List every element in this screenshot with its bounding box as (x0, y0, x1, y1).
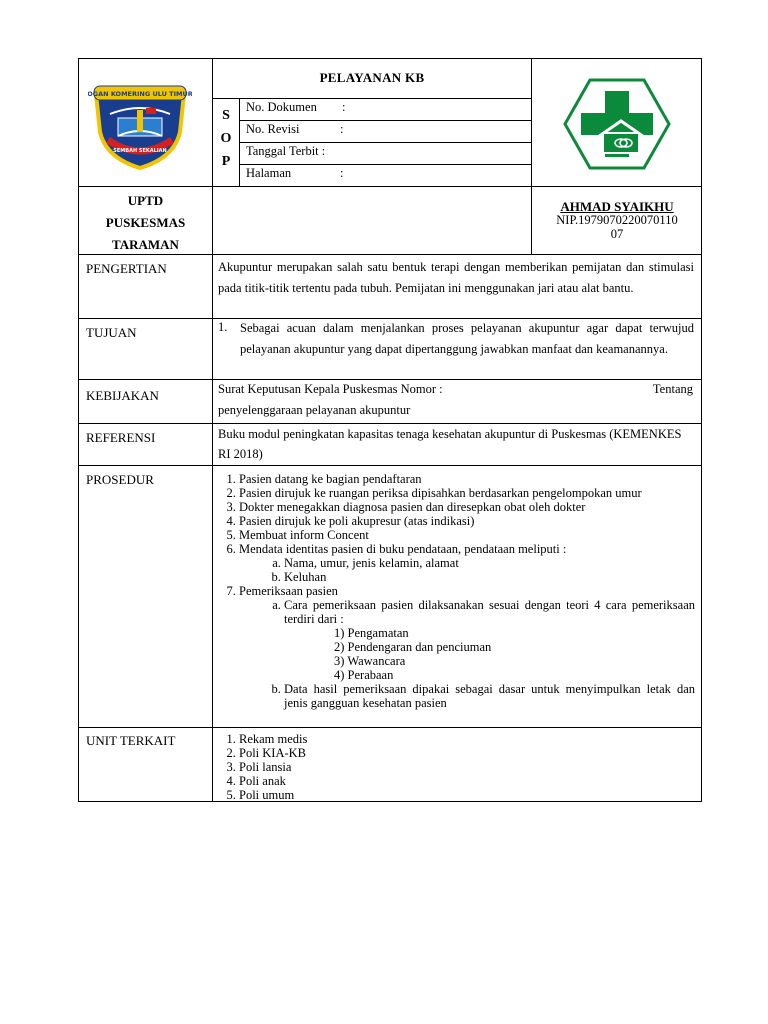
prosedur-substep: b. Data hasil pemeriksaan dipakai sebagai dasar untuk menyimpulkan letak dan jenis gangguan kesehatan pasien (284, 682, 695, 710)
tujuan-text: Sebagai acuan dalam menjalankan proses pelayanan akupuntur agar dapat terwujud pelayanan akupuntur yang dapat dipertanggung jawabkan manfaat dan keamanannya. (240, 321, 694, 356)
unit-terkait-items (217, 732, 695, 802)
logo-left-top-text: OGAN KOMERING ULU TIMUR (88, 90, 192, 98)
document-title: PELAYANAN KB (319, 70, 425, 85)
halaman-sep: : (340, 166, 344, 180)
prosedur-substeps (239, 556, 695, 584)
divider (213, 98, 531, 99)
kebijakan-text-right: Tentang (652, 382, 693, 396)
tujuan-num: 1. (218, 320, 228, 334)
kebijakan-label: KEBIJAKAN (86, 388, 159, 403)
prosedur-step: 4. Pasien dirujuk ke poli akupresur (atas indikasi) (239, 514, 695, 528)
org-line-2: PUSKESMAS (105, 215, 186, 230)
prosedur-label: PROSEDUR (86, 472, 154, 487)
halaman-label: Halaman (246, 166, 292, 180)
no-revisi-sep: : (340, 122, 344, 136)
unit-terkait-label: UNIT TERKAIT (86, 733, 176, 748)
puskesmas-logo (563, 77, 671, 171)
tanggal-terbit-label: Tanggal Terbit : (246, 144, 326, 158)
no-dokumen-label: No. Dokumen (246, 100, 317, 114)
kebijakan-text-line2: penyelenggaraan pelayanan akupuntur (218, 403, 411, 417)
unit-terkait-item: 3. Poli lansia (239, 760, 695, 774)
prosedur-subsubstep: 1) Pengamatan (334, 626, 695, 640)
sop-letter-p: P (221, 154, 231, 169)
prosedur-step: 3. Dokter menegakkan diagnosa pasien dan diresepkan obat oleh dokter (239, 500, 695, 514)
prosedur-substep: a. Nama, umur, jenis kelamin, alamat (284, 556, 695, 570)
prosedur-list (217, 472, 695, 710)
prosedur-substeps (239, 598, 695, 710)
prosedur-step-text: Pemeriksaan pasien (239, 584, 338, 598)
prosedur-step: 5. Membuat inform Concent (239, 528, 695, 542)
prosedur-subsubstep: 3) Wawancara (334, 654, 695, 668)
org-name (79, 190, 212, 256)
prosedur-step: 1. Pasien datang ke bagian pendaftaran (239, 472, 695, 486)
signer-nip (532, 213, 702, 241)
unit-terkait-item: 4. Poli anak (239, 774, 695, 788)
pengertian-label: PENGERTIAN (86, 261, 167, 276)
unit-terkait-list (217, 732, 695, 802)
prosedur-step (239, 584, 695, 710)
unit-terkait-item: 1. Rekam medis (239, 732, 695, 746)
tujuan-label: TUJUAN (86, 325, 137, 340)
signer-nip-line-1: NIP.1979070220070110 (556, 213, 678, 227)
prosedur-step: 2. Pasien dirujuk ke ruangan periksa dipisahkan berdasarkan pengelompokan umur (239, 486, 695, 500)
prosedur-step-text: Mendata identitas pasien di buku pendataan, pendataan meliputi : (239, 542, 567, 556)
prosedur-subsubsteps (284, 626, 695, 682)
prosedur-subsubstep: 4) Perabaan (334, 668, 695, 682)
sop-letter-o: O (220, 131, 232, 146)
prosedur-substep (284, 598, 695, 682)
org-line-3: TARAMAN (112, 237, 179, 252)
sop-letter-s: S (222, 108, 230, 123)
divider (240, 120, 531, 121)
prosedur-substep: b. Keluhan (284, 570, 695, 584)
logo-left-bottom-text: SEMBAH SEKALIAN (113, 148, 167, 154)
no-revisi-label: No. Revisi (246, 122, 300, 136)
prosedur-steps (217, 472, 695, 710)
prosedur-step (239, 542, 695, 584)
prosedur-subsubstep: 2) Pendengaran dan penciuman (334, 640, 695, 654)
prosedur-substep-text: a. Cara pemeriksaan pasien dilaksanakan sesuai dengan teori 4 cara pemeriksaan terdiri dari : (284, 598, 695, 626)
row-prosedur-label-cell (78, 465, 213, 728)
referensi-label: REFERENSI (86, 430, 156, 445)
divider (240, 164, 531, 165)
unit-terkait-item: 5. Poli umum (239, 788, 695, 802)
referensi-text: Buku modul peningkatan kapasitas tenaga kesehatan akupuntur di Puskesmas (KEMENKES RI 2018) (218, 427, 682, 461)
unit-terkait-item: 2. Poli KIA-KB (239, 746, 695, 760)
pengertian-text: Akupuntur merupakan salah satu bentuk terapi dengan memberikan pemijatan dan stimulasi pada titik-titik tertentu pada tubuh. Pemijatan ini menggunakan jari atau alat bantu. (218, 260, 694, 295)
org-line-1: UPTD (127, 193, 164, 208)
kabupaten-logo (88, 80, 192, 172)
divider (78, 186, 702, 187)
signer-nip-line-2: 07 (610, 227, 624, 241)
signer-name: AHMAD SYAIKHU (560, 199, 674, 214)
no-dokumen-sep: : (342, 100, 346, 114)
divider (240, 142, 531, 143)
kebijakan-text-left: Surat Keputusan Kepala Puskesmas Nomor : (218, 382, 443, 396)
